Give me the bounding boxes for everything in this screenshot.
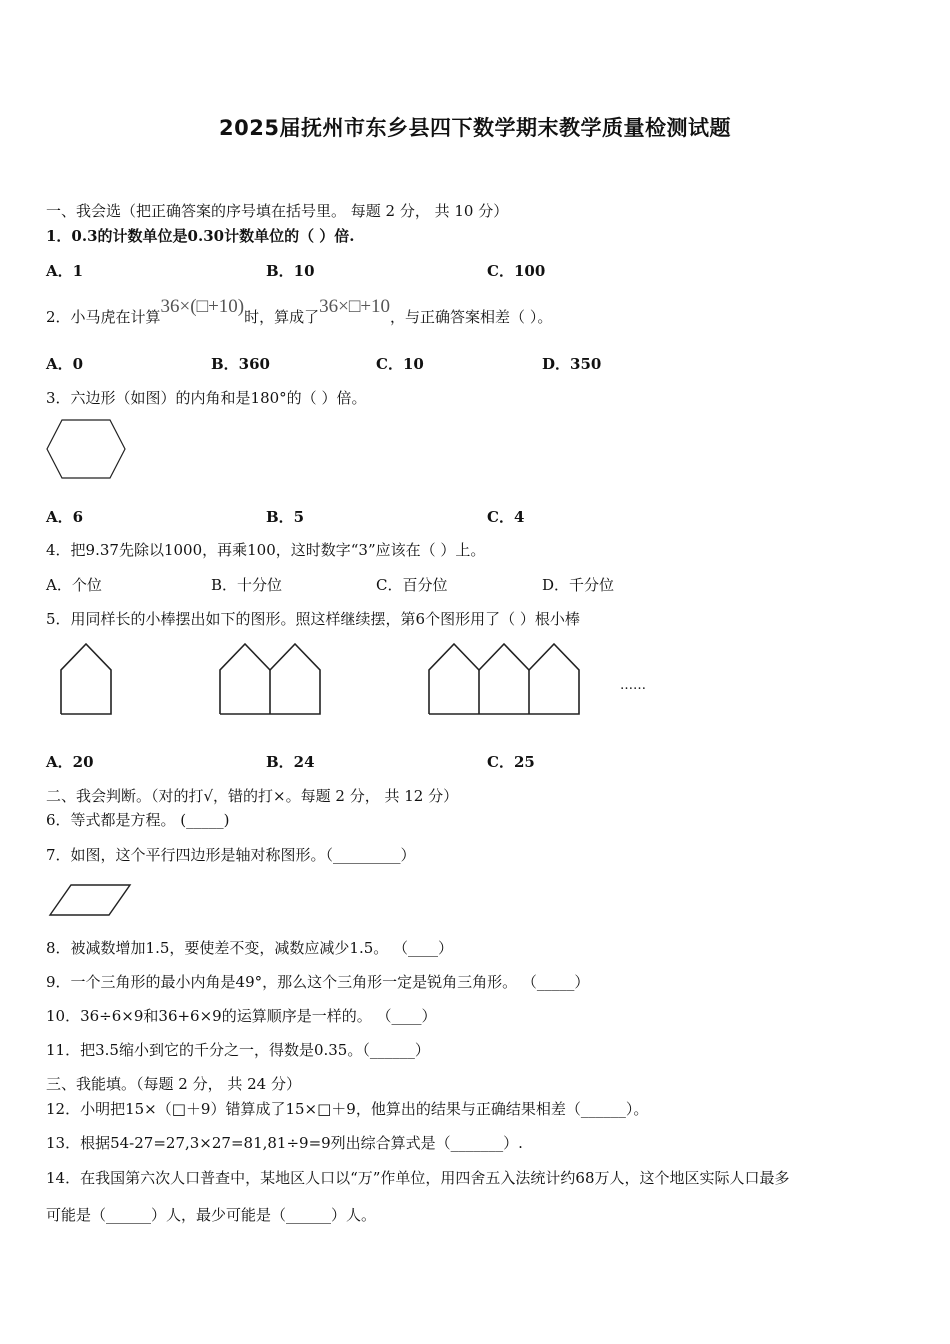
section-2-heading: 二、我会判断。（对的打√，错的打×。每题 2 分， 共 12 分）	[46, 787, 459, 805]
q1-option-a: A．1	[46, 262, 84, 280]
question-4: 4．把9.37先除以1000，再乘100，这时数字“3”应该在（ ）上。	[46, 541, 486, 559]
question-5: 5．用同样长的小棒摆出如下的图形。照这样继续摆，第6个图形用了（ ）根小棒	[46, 610, 580, 628]
q4-option-b: B．十分位	[211, 576, 283, 594]
q2-option-a: A．0	[46, 355, 84, 373]
house-figure-2	[219, 643, 321, 715]
q5-option-c: C．25	[487, 753, 535, 771]
continuation-dots: ……	[620, 678, 646, 693]
question-1: 1．0.3的计数单位是0.30计数单位的（ ）倍.	[46, 227, 355, 245]
question-9: 9．一个三角形的最小内角是49°，那么这个三角形一定是锐角三角形。 （_____）	[46, 973, 590, 991]
section-3-heading: 三、我能填。（每题 2 分， 共 24 分）	[46, 1075, 301, 1093]
q2-text-post: ，与正确答案相差（ ）。	[390, 308, 553, 326]
parallelogram-figure	[49, 884, 131, 916]
house-figure-1	[60, 643, 112, 715]
page-title: 2025届抚州市东乡县四下数学期末教学质量检测试题	[219, 116, 731, 140]
q2-option-c: C．10	[376, 355, 424, 373]
q1-option-b: B．10	[266, 262, 315, 280]
q2-formula-correct: 36×(□+10)	[160, 296, 245, 317]
q2-text-pre: 2．小马虎在计算	[46, 308, 161, 326]
question-14-line-2: 可能是（______）人，最少可能是（______）人。	[46, 1206, 377, 1224]
q4-option-c: C．百分位	[376, 576, 448, 594]
q5-option-a: A．20	[46, 753, 94, 771]
question-11: 11．把3.5缩小到它的千分之一，得数是0.35。（______）	[46, 1041, 430, 1059]
question-3: 3．六边形（如图）的内角和是180°的（ ）倍。	[46, 389, 367, 407]
q3-option-b: B．5	[266, 508, 305, 526]
q2-option-d: D．350	[542, 355, 602, 373]
hexagon-figure	[46, 419, 126, 479]
q4-option-d: D．千分位	[542, 576, 615, 594]
question-8: 8．被减数增加1.5，要使差不变，减数应减少1.5。 （____）	[46, 939, 454, 957]
question-13: 13．根据54-27=27,3×27=81,81÷9=9列出综合算式是（_______）.	[46, 1134, 523, 1152]
house-figure-3	[428, 643, 580, 715]
q2-formula-wrong: 36×□+10	[319, 296, 391, 317]
q2-text-mid: 时，算成了	[244, 308, 320, 326]
q4-option-a: A．个位	[46, 576, 102, 594]
q5-option-b: B．24	[266, 753, 315, 771]
q3-option-a: A．6	[46, 508, 84, 526]
q2-option-b: B．360	[211, 355, 270, 373]
question-7: 7．如图，这个平行四边形是轴对称图形。（_________）	[46, 846, 416, 864]
question-2	[46, 296, 553, 327]
q3-option-c: C．4	[487, 508, 525, 526]
q1-option-c: C．100	[487, 262, 546, 280]
question-10: 10．36÷6×9和36+6×9的运算顺序是一样的。 （____）	[46, 1007, 437, 1025]
question-6: 6．等式都是方程。 (_____)	[46, 811, 230, 829]
question-14-line-1: 14．在我国第六次人口普查中，某地区人口以“万”作单位，用四舍五入法统计约68万人，这个地区实际人口最多	[46, 1169, 790, 1187]
question-12: 12．小明把15×（□＋9）错算成了15×□＋9，他算出的结果与正确结果相差（______）。	[46, 1100, 649, 1118]
section-1-heading: 一、我会选（把正确答案的序号填在括号里。 每题 2 分， 共 10 分）	[46, 202, 509, 220]
